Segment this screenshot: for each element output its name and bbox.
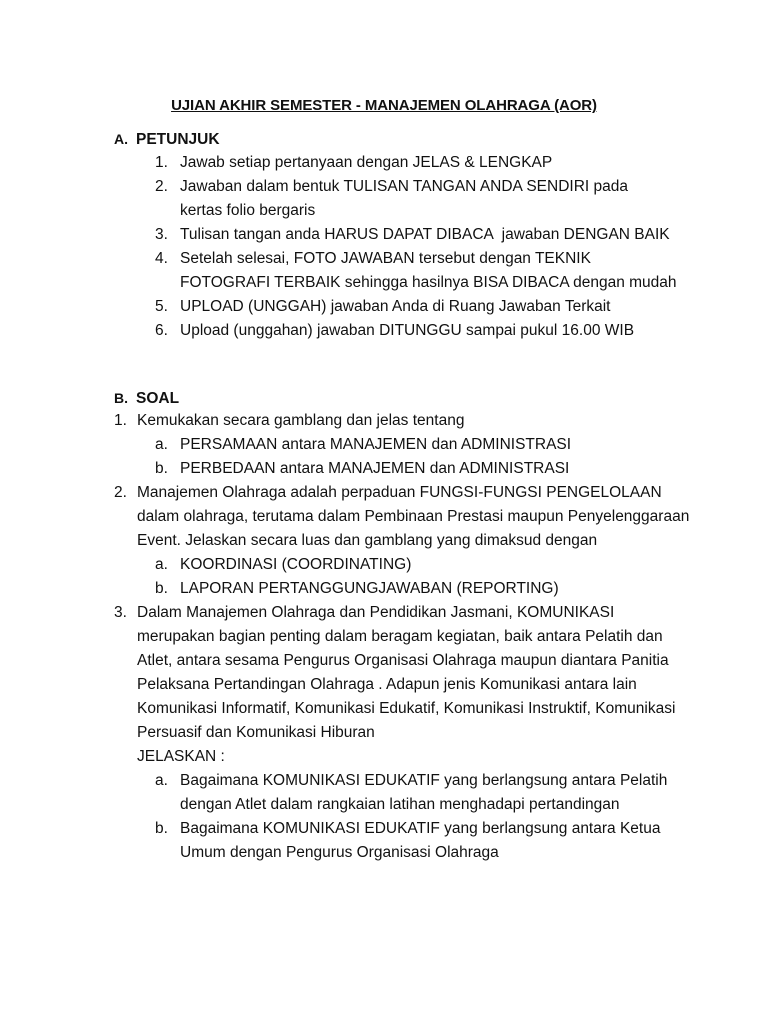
section-a-title: PETUNJUK [136, 131, 220, 148]
question-item [114, 481, 694, 601]
section-a-heading [114, 127, 220, 152]
sub-question-letter: b. [155, 820, 168, 837]
question-item [114, 601, 694, 865]
page-title: UJIAN AKHIR SEMESTER - MANAJEMEN OLAHRAGA (AOR) [171, 97, 597, 114]
questions-list [114, 409, 694, 865]
sub-question-text: PERBEDAAN antara MANAJEMEN dan ADMINISTRASI [180, 460, 570, 477]
sub-question-letter: a. [155, 772, 168, 789]
sub-question-letter: a. [155, 556, 168, 573]
instruction-text: Upload (unggahan) jawaban DITUNGGU sampai pukul 16.00 WIB [180, 322, 635, 339]
instruction-text: Tulisan tangan anda HARUS DAPAT DIBACA jawaban DENGAN BAIK [180, 226, 670, 243]
question-item [114, 409, 694, 481]
sub-question-letter: b. [155, 580, 168, 597]
sub-question-letter: b. [155, 460, 168, 477]
sub-question-text: LAPORAN PERTANGGUNGJAWABAN (REPORTING) [180, 580, 559, 597]
question-text: Dalam Manajemen Olahraga dan Pendidikan Jasmani, KOMUNIKASI merupakan bagian penting dalam beragam kegiatan, baik antara Pelatih dan Atlet, antara sesama Pengurus Organisasi Olahraga maupun diantara Panitia Pelaksana Pertandingan Olahraga . Adapun jenis Komunikasi antara lain Komunikasi Informatif, Komunikasi Edukatif, Komunikasi Instruktif, Komunikasi Persuasif dan Komunikasi Hiburan [137, 604, 676, 741]
instruction-number: 1. [155, 154, 168, 171]
instruction-item [155, 175, 685, 223]
instruction-text: Jawaban dalam bentuk TULISAN TANGAN ANDA SENDIRI pada kertas folio bergaris [180, 178, 628, 219]
section-b-marker: B. [114, 390, 128, 406]
sub-question-text: Bagaimana KOMUNIKASI EDUKATIF yang berlangsung antara Ketua Umum dengan Pengurus Organisasi Olahraga [180, 820, 661, 861]
sub-question-item [155, 577, 694, 601]
instruction-number: 3. [155, 226, 168, 243]
instruction-item [155, 295, 685, 319]
instruction-item [155, 319, 685, 343]
sub-question-text: Bagaimana KOMUNIKASI EDUKATIF yang berlangsung antara Pelatih dengan Atlet dalam rangkaian latihan menghadapi pertandingan [180, 772, 668, 813]
question-instruction: JELASKAN : [137, 748, 225, 765]
question-text: Manajemen Olahraga adalah perpaduan FUNGSI-FUNGSI PENGELOLAAN dalam olahraga, terutama dalam Pembinaan Prestasi maupun Penyelenggaraan Event. Jelaskan secara luas dan gamblang yang dimaksud dengan [137, 484, 690, 549]
section-b-title: SOAL [136, 390, 180, 407]
instruction-item [155, 223, 685, 247]
sub-question-item [155, 457, 694, 481]
question-number: 3. [114, 604, 127, 621]
instruction-item [155, 247, 685, 295]
instruction-number: 6. [155, 322, 168, 339]
sub-question-list [137, 553, 694, 601]
instructions-list [155, 151, 685, 343]
instruction-text: UPLOAD (UNGGAH) jawaban Anda di Ruang Jawaban Terkait [180, 298, 611, 315]
sub-question-item [155, 433, 694, 457]
instruction-number: 2. [155, 178, 168, 195]
sub-question-list [137, 769, 694, 865]
question-number: 1. [114, 412, 127, 429]
instruction-text: Jawab setiap pertanyaan dengan JELAS & LENGKAP [180, 154, 553, 171]
sub-question-item [155, 553, 694, 577]
instruction-number: 5. [155, 298, 168, 315]
sub-question-item [155, 769, 694, 817]
instruction-item [155, 151, 685, 175]
question-number: 2. [114, 484, 127, 501]
question-text: Kemukakan secara gamblang dan jelas tentang [137, 412, 465, 429]
section-a-marker: A. [114, 131, 128, 147]
instruction-text: Setelah selesai, FOTO JAWABAN tersebut dengan TEKNIK FOTOGRAFI TERBAIK sehingga hasilnya BISA DIBACA dengan mudah [180, 250, 677, 291]
sub-question-text: KOORDINASI (COORDINATING) [180, 556, 412, 573]
sub-question-item [155, 817, 694, 865]
section-b-heading [114, 386, 179, 411]
sub-question-list [137, 433, 694, 481]
sub-question-text: PERSAMAAN antara MANAJEMEN dan ADMINISTRASI [180, 436, 572, 453]
instruction-number: 4. [155, 250, 168, 267]
sub-question-letter: a. [155, 436, 168, 453]
